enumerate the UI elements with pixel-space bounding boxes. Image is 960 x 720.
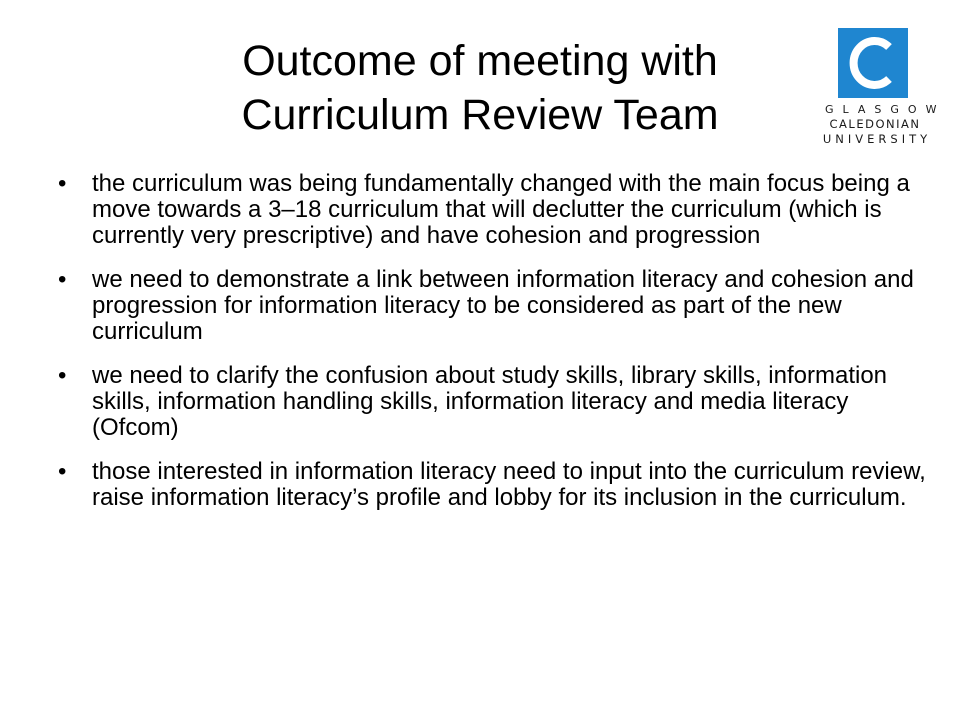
bullet-text: the curriculum was being fundamentally changed with the main focus being a move towards a 3–18 curriculum that will declutter the curriculum (which is currently very prescriptive) and have cohesion and progression [92,170,910,249]
bullet-marker: • [58,266,67,293]
logo-line-caledonian: CALEDONIAN [829,117,921,131]
bullet-text: those interested in information literacy need to input into the curriculum review, raise information literacy’s profile and lobby for its inclusion in the curriculum. [92,458,926,511]
logo-wordmark [816,102,946,147]
bullet-marker: • [58,458,67,485]
bullet-item [58,363,938,441]
bullet-text: we need to demonstrate a link between information literacy and cohesion and progression for information literacy to be considered as part of the new curriculum [92,266,914,345]
c-letter-icon [838,28,908,98]
slide-title [150,34,810,142]
slide-title-line-1: Outcome of meeting with [242,37,718,85]
bullet-list [58,171,938,529]
bullet-item [58,459,938,511]
slide-title-line-2: Curriculum Review Team [241,91,719,139]
logo-line-university: UNIVERSITY [822,132,932,146]
logo-emblem [838,28,908,98]
bullet-item [58,267,938,345]
university-logo [816,28,946,154]
bullet-marker: • [58,362,67,389]
bullet-text: we need to clarify the confusion about study skills, library skills, information skills, information handling skills, information literacy and media literacy (Ofcom) [92,362,888,441]
bullet-marker: • [58,170,67,197]
logo-line-glasgow: GLASGOW [825,103,946,116]
bullet-item [58,171,938,249]
